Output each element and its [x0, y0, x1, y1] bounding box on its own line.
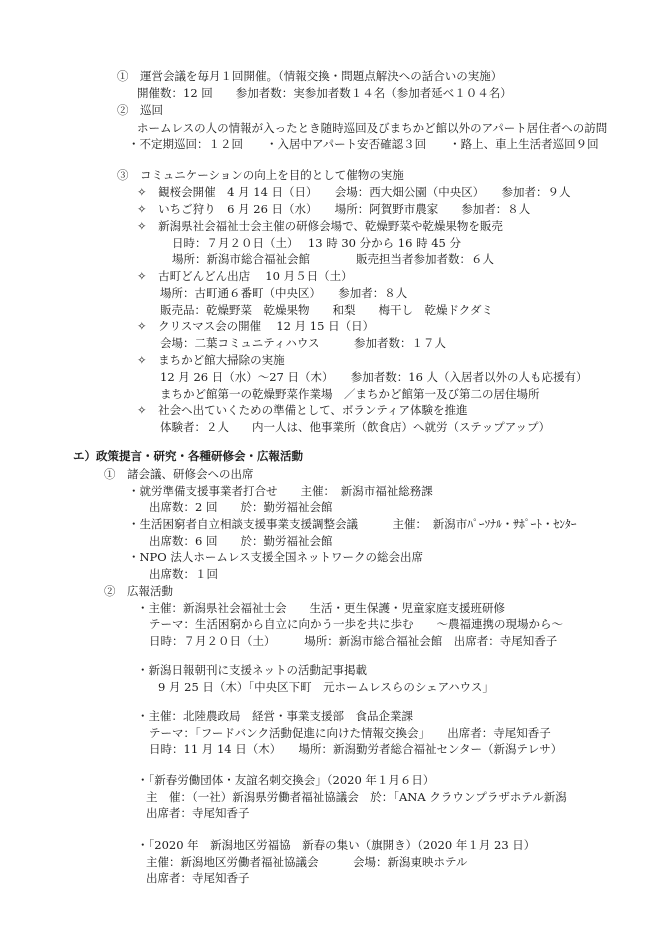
event-furumachi-place: 場所：古町通６番町（中央区） 参加者：８人	[160, 286, 408, 300]
pr-item-3-theme: テーマ：「フードバンク活動促進に向けた情報交換会」 出席者：寺尾知香子	[149, 726, 551, 740]
meeting-heading: ① 運営会議を毎月１回開催。（情報交換・問題点解決への話合いの実施）	[117, 69, 503, 83]
meeting-item-3: ・NPO 法人ホームレス支援全国ネットワークの総会出席	[128, 550, 424, 564]
event-sales-heading: ✧ 新潟県社会福祉士会主催の研修会場で、乾燥野菜や乾燥果物を販売	[137, 219, 503, 233]
event-cherry-blossom: ✧ 観桜会開催 4 月 14 日（日） 会場：西大畑公園（中央区） 参加者：９人	[137, 185, 571, 199]
patrol-heading: ② 巡回	[117, 103, 163, 117]
pr-item-3-date: 日時：11 月 14 日（木） 場所：新潟勤労者総合福祉センター（新潟テレサ）	[149, 742, 563, 756]
patrol-counts: ・不定期巡回：１２回 ・入居中アパート安否確認３回 ・路上、車上生活者巡回９回	[128, 137, 599, 151]
event-christmas-venue: 会場：二葉コミュニティハウス 参加者数：１７人	[160, 336, 447, 350]
pr-heading: ② 広報活動	[104, 584, 173, 598]
meeting-item-1-detail: 出席数：2 回 於：勤労福祉会館	[149, 500, 333, 514]
pr-item-5: ・「2020 年 新潟地区労福協 新春の集い（旗開き）（2020 年１月 23 日）	[137, 838, 536, 852]
pr-item-2-detail: 9 月 25 日（木）「中央区下町 元ホームレスらのシェアハウス」	[158, 680, 494, 694]
event-furumachi-heading: ✧ 古町どんどん出店 10 月５日（土）	[137, 269, 353, 283]
meeting-item-2: ・生活困窮者自立相談支援事業支援調整会議 主催： 新潟市ﾊﾟｰｿﾅﾙ・ｻﾎﾟｰﾄ・ｾﾝﾀｰ	[128, 517, 577, 531]
meeting-stats: 開催数：12 回 参加者数：実参加者数１４名（参加者延べ１０４名）	[137, 86, 512, 100]
event-cleanup-places: まちかど館第一の乾燥野菜作業場 ／まちかど館第一及び第二の居住場所	[160, 387, 540, 401]
event-christmas-heading: ✧ クリスマス会の開催 12 月 15 日（日）	[137, 319, 375, 333]
event-volunteer-detail: 体験者：２人 内一人は、他事業所（飲食店）へ就労（ステップアップ）	[160, 420, 551, 434]
pr-item-1-theme: テーマ：生活困窮から自立に向かう一歩を共に歩む 〜農福連携の現場から〜	[149, 617, 563, 631]
pr-item-3: ・主催：北陸農政局 経営・事業支援部 食品企業課	[137, 709, 413, 723]
pr-item-5-attendee: 出席者：寺尾知香子	[146, 871, 250, 885]
pr-item-4-host: 主 催：（一社）新潟県労働者福祉協議会 於：「ANA クラウンプラザホテル新潟	[146, 790, 567, 804]
pr-item-1: ・主催：新潟県社会福祉士会 生活・更生保護・児童家庭支援班研修	[137, 601, 505, 615]
event-volunteer-heading: ✧ 社会へ出ていくための準備として、ボランティア体験を推進	[137, 403, 468, 417]
meeting-item-2-detail: 出席数：6 回 於：勤労福祉会館	[149, 534, 333, 548]
pr-item-5-host: 主催：新潟地区労働者福祉協議会 会場：新潟東映ホテル	[146, 855, 468, 869]
pr-item-4: ・「新春労働団体・友誼名刺交換会」（2020 年１月６日）	[137, 773, 435, 787]
pr-item-2: ・新潟日報朝刊に支援ネットの活動記事掲載	[137, 663, 367, 677]
meeting-item-3-detail: 出席数：１回	[149, 567, 218, 581]
pr-item-1-date: 日時：７月２０日（土） 場所：新潟市総合福祉会館 出席者：寺尾知香子	[149, 634, 558, 648]
event-furumachi-items: 販売品：乾燥野菜 乾燥果物 和梨 梅干し 乾燥ドクダミ	[160, 303, 494, 317]
event-sales-place: 場所：新潟市総合福祉会館 販売担当者参加者数：６人	[172, 252, 494, 266]
meeting-item-1: ・就労準備支援事業者打合せ 主催： 新潟市福祉総務課	[128, 484, 433, 498]
event-cleanup-heading: ✧ まちかど館大掃除の実施	[137, 353, 285, 367]
events-heading: ③ コミュニケーションの向上を目的として催物の実施	[117, 168, 404, 182]
meetings-heading: ① 諸会議、研修会への出席	[104, 467, 254, 481]
event-strawberry: ✧ いちご狩り 6 月 26 日（水） 場所：阿賀野市農家 参加者：８人	[137, 202, 531, 216]
patrol-description: ホームレスの人の情報が入ったとき随時巡回及びまちかど館以外のアパート居住者への訪問	[137, 121, 608, 135]
event-sales-date: 日時：７月２０日（土） 13 時 30 分から 16 時 45 分	[172, 236, 462, 250]
event-cleanup-dates: 12 月 26 日（水）〜27 日（木） 参加者数：16 人（入居者以外の人も応援有）	[160, 370, 588, 384]
pr-item-4-attendee: 出席者：寺尾知香子	[146, 806, 250, 820]
section-heading: エ）政策提言・研究・各種研修会・広報活動	[73, 449, 303, 463]
